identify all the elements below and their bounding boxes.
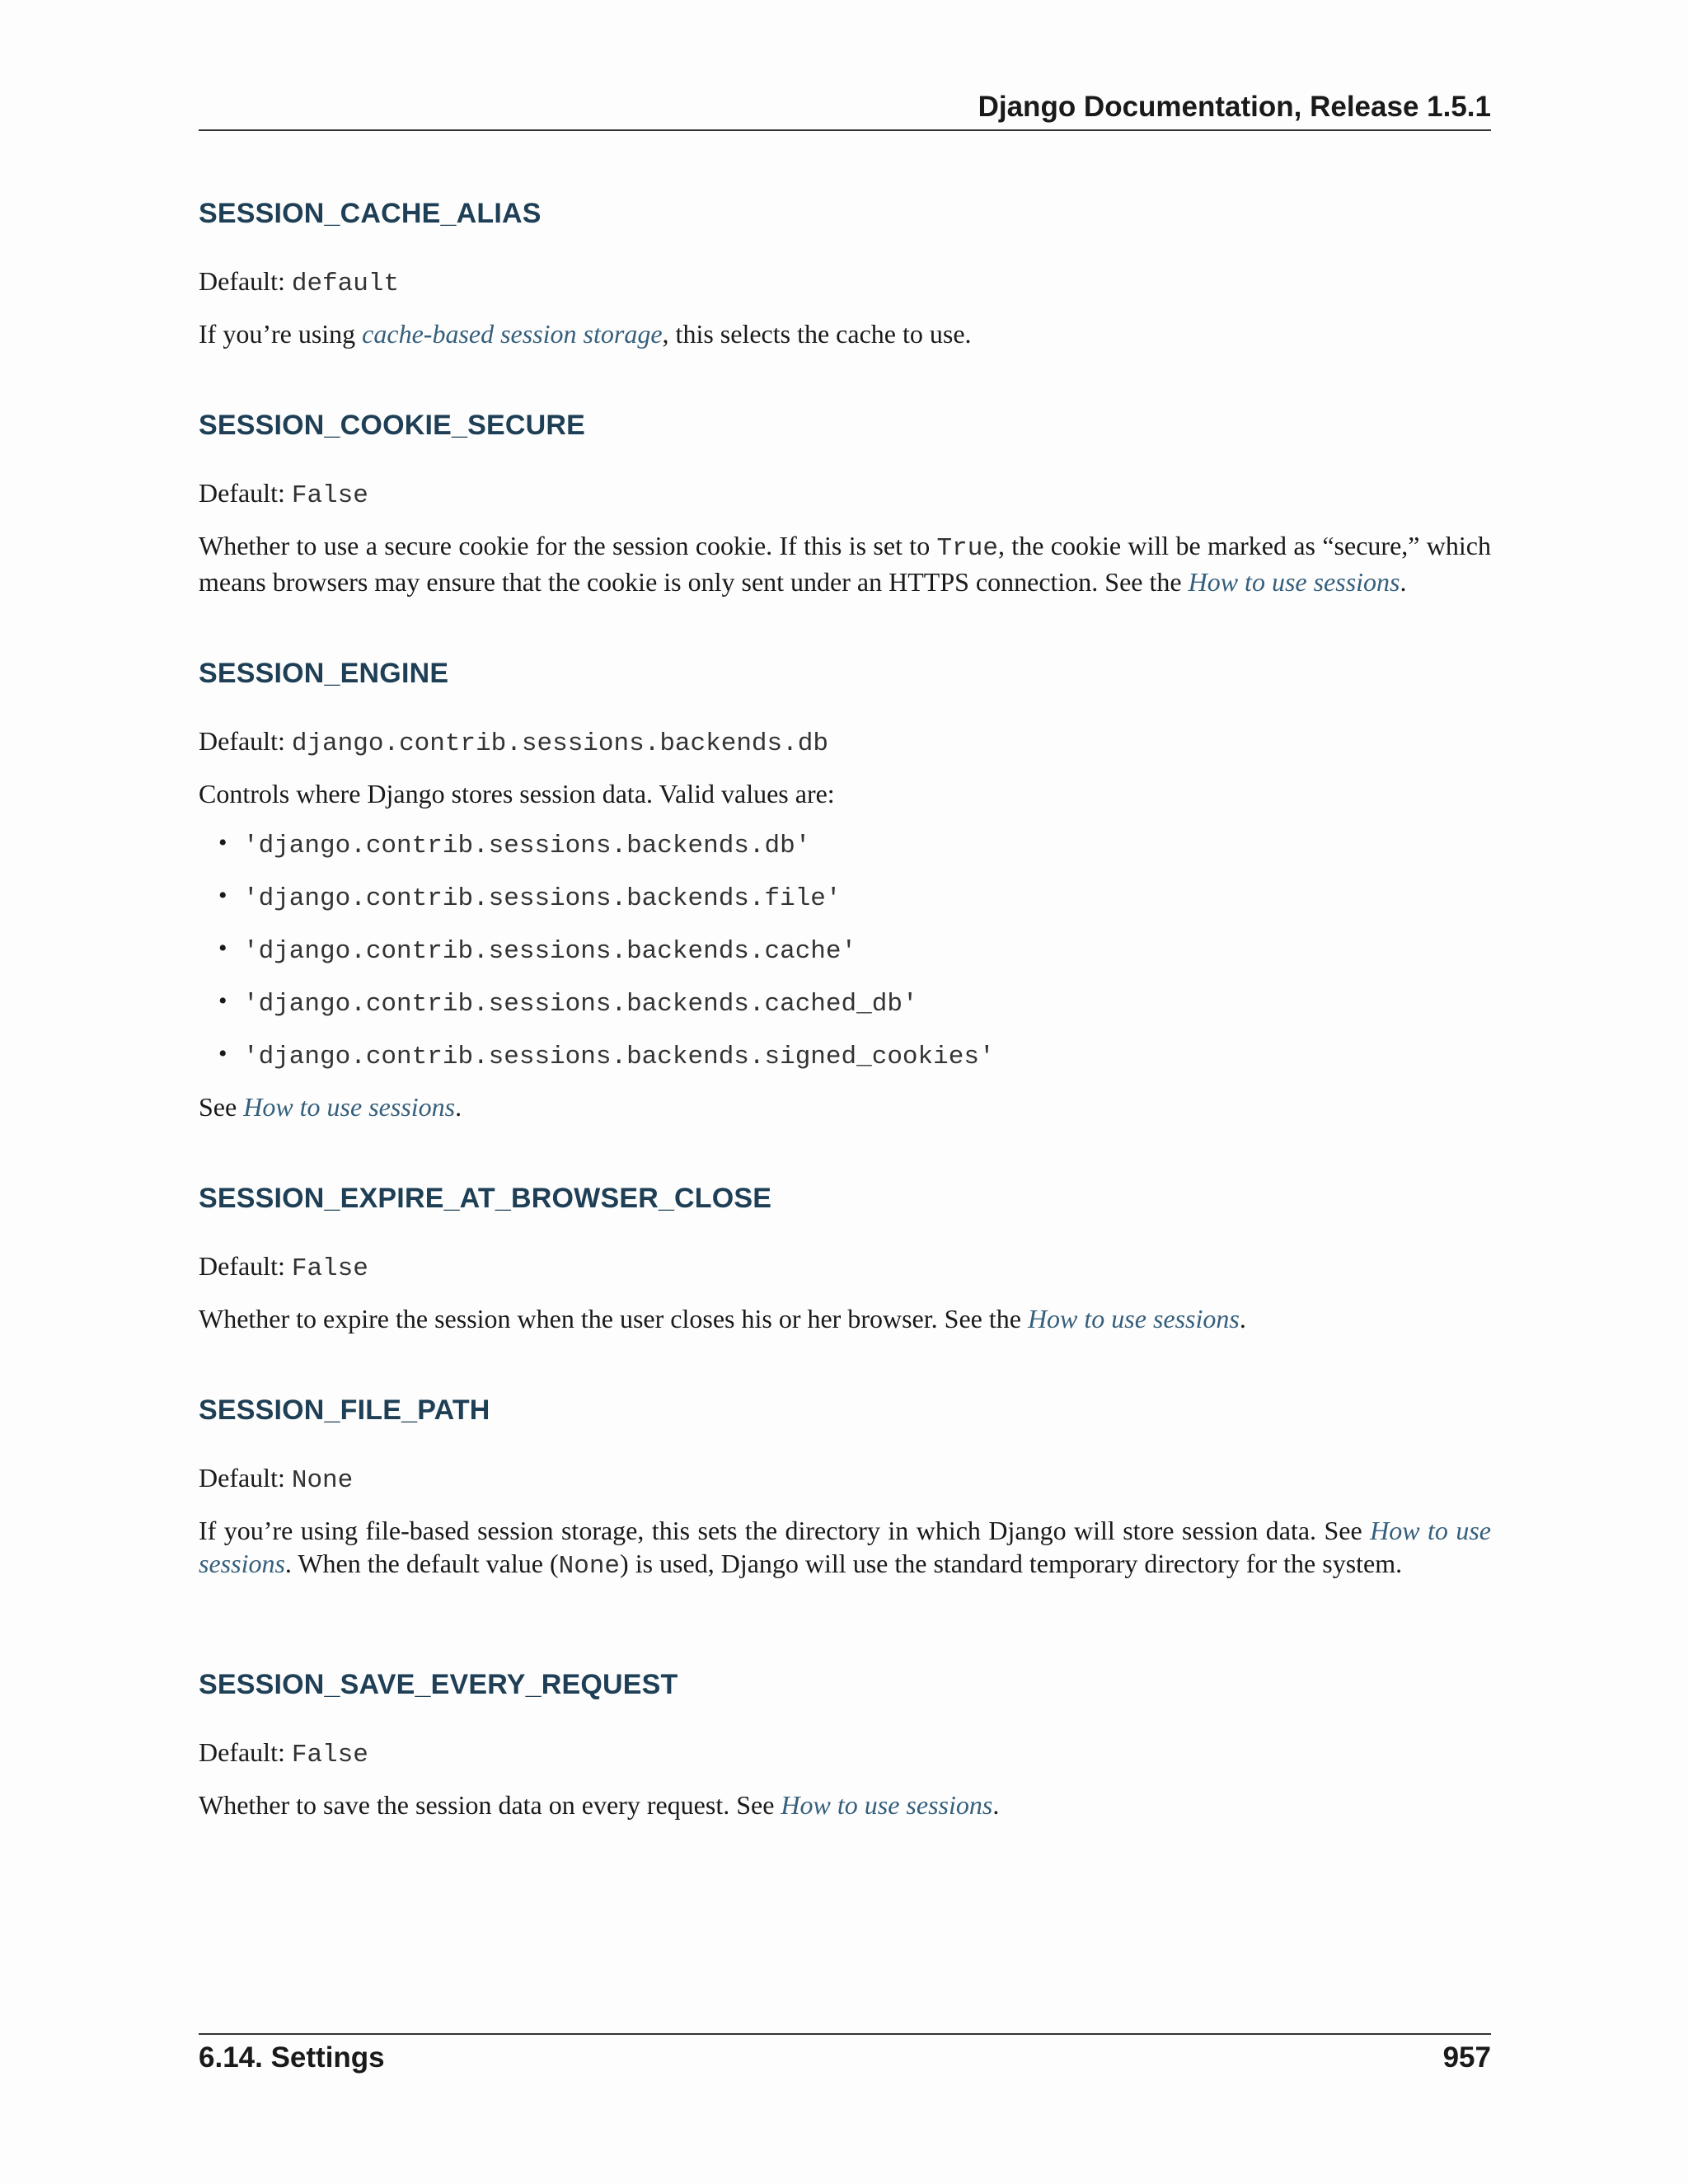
desc-text: . — [1239, 1304, 1246, 1333]
desc-text: Whether to use a secure cookie for the session cookie. If this is set to — [199, 531, 937, 560]
running-header: Django Documentation, Release 1.5.1 — [978, 91, 1491, 123]
page-content — [199, 198, 1491, 1881]
section-session-file-path — [199, 1394, 1491, 1583]
cache-storage-link[interactable]: cache-based session storage — [362, 319, 663, 349]
section-session-cookie-secure — [199, 410, 1491, 598]
default-value: default — [291, 269, 400, 298]
default-label: Default: — [199, 1737, 292, 1767]
page-number: 957 — [1442, 2041, 1491, 2074]
default-line — [199, 724, 1491, 761]
default-line — [199, 1461, 1491, 1497]
how-to-use-sessions-link[interactable]: How to use sessions — [1027, 1304, 1240, 1333]
description: Controls where Django stores session data. Valid values are: — [199, 779, 835, 808]
footer-section-title: 6.14. Settings — [199, 2041, 385, 2074]
how-to-use-sessions-link[interactable]: How to use sessions — [243, 1092, 456, 1122]
default-line — [199, 1249, 1491, 1286]
desc-text: Whether to save the session data on every request. See — [199, 1790, 781, 1820]
description — [199, 317, 1491, 350]
desc-text: . — [992, 1790, 1000, 1820]
value-code: 'django.contrib.sessions.backends.cache' — [243, 937, 857, 966]
list-item — [243, 1038, 1491, 1074]
section-session-expire-at-browser-close — [199, 1183, 1491, 1335]
default-label: Default: — [199, 266, 292, 296]
default-label: Default: — [199, 1463, 292, 1493]
header-rule — [199, 129, 1491, 131]
section-title: SESSION_SAVE_EVERY_REQUEST — [199, 1669, 678, 1700]
section-session-cache-alias — [199, 198, 1491, 350]
description — [199, 1302, 1491, 1335]
how-to-use-sessions-link[interactable]: How to use sessions — [1188, 567, 1400, 597]
desc-text: ) is used, Django will use the standard temporary directory for the system. — [620, 1549, 1403, 1578]
desc-text: , this selects the cache to use. — [662, 319, 972, 349]
default-line — [199, 265, 1491, 301]
how-to-use-sessions-link[interactable]: How to use sessions — [781, 1790, 993, 1820]
desc-text: If you’re using file-based session storage, this sets the directory in which Django will store session data. See — [199, 1516, 1371, 1545]
default-value: None — [291, 1466, 354, 1495]
footer-rule — [199, 2033, 1491, 2035]
default-value: False — [291, 481, 368, 510]
value-code: 'django.contrib.sessions.backends.cached_db' — [243, 990, 918, 1019]
value-code: 'django.contrib.sessions.backends.file' — [243, 884, 842, 913]
section-title: SESSION_EXPIRE_AT_BROWSER_CLOSE — [199, 1183, 772, 1214]
inline-code: None — [558, 1552, 621, 1581]
desc-text: . — [455, 1092, 462, 1122]
default-line — [199, 1736, 1491, 1772]
desc-text: Whether to expire the session when the user closes his or her browser. See the — [199, 1304, 1028, 1333]
description — [199, 529, 1491, 598]
default-line — [199, 476, 1491, 513]
desc-text: See — [199, 1092, 244, 1122]
desc-text: , the cookie will be marked as “secure,” which means browsers may ensure that the cookie is only sent under an HTTPS connection. See the — [199, 531, 1492, 597]
section-title: SESSION_ENGINE — [199, 658, 449, 689]
valid-values-list — [199, 827, 1491, 1074]
inline-code: True — [936, 534, 998, 563]
see-also — [199, 1090, 1491, 1123]
default-value: django.contrib.sessions.backends.db — [291, 729, 828, 758]
document-page — [199, 0, 1491, 2184]
section-session-save-every-request — [199, 1669, 1491, 1821]
description — [199, 1788, 1491, 1821]
how-to-use-sessions-link[interactable]: How to use sessions — [199, 1516, 1491, 1578]
default-label: Default: — [199, 1251, 292, 1281]
value-code: 'django.contrib.sessions.backends.db' — [243, 832, 811, 860]
description — [199, 1514, 1491, 1583]
section-title: SESSION_COOKIE_SECURE — [199, 410, 585, 441]
desc-text: If you’re using — [199, 319, 363, 349]
section-session-engine — [199, 658, 1491, 1123]
default-label: Default: — [199, 478, 292, 508]
default-value: False — [291, 1254, 368, 1283]
desc-text: . — [1400, 567, 1407, 597]
value-code: 'django.contrib.sessions.backends.signed_cookies' — [243, 1043, 995, 1071]
section-title: SESSION_FILE_PATH — [199, 1394, 490, 1426]
list-item — [243, 985, 1491, 1021]
list-item — [243, 827, 1491, 863]
default-value: False — [291, 1741, 368, 1769]
section-title: SESSION_CACHE_ALIAS — [199, 198, 542, 229]
default-label: Default: — [199, 726, 292, 756]
list-item — [243, 932, 1491, 968]
list-item — [243, 879, 1491, 916]
desc-text: . When the default value ( — [284, 1549, 559, 1578]
